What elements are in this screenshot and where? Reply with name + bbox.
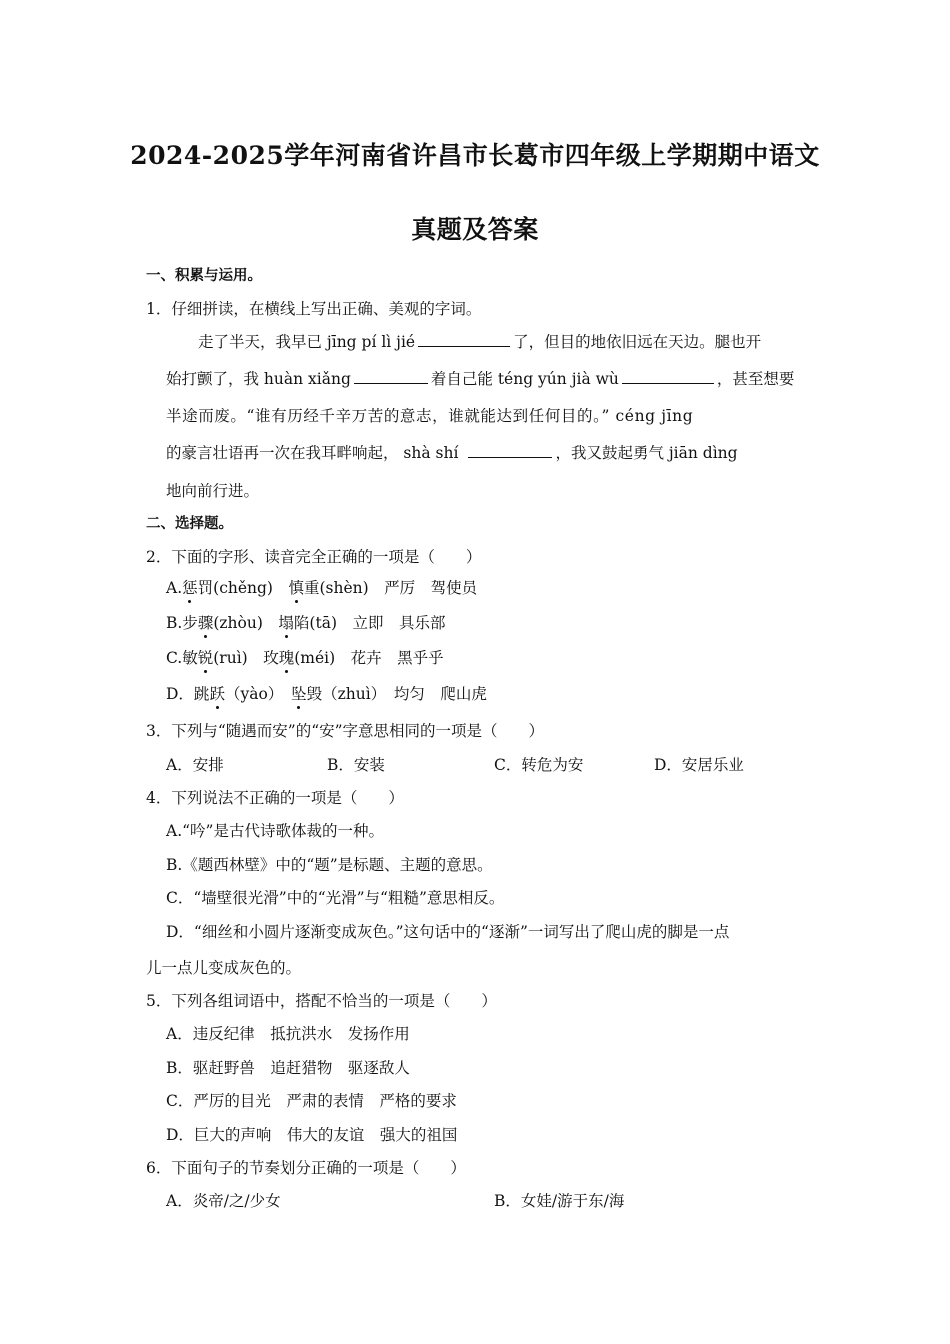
q1-text: 着自己能 téng yún jià wù [430, 370, 619, 388]
dotted-char: 慎 [288, 579, 304, 597]
q4-option-d-line1[interactable]: D．“细丝和小圆片逐渐变成灰色。”这句话中的“逐渐”一词写出了爬山虎的脚是一点 [166, 923, 730, 941]
option-text: B.步 [166, 614, 198, 632]
q1-para-line5: 地向前行进。 [166, 482, 260, 500]
dotted-char: 骤 [197, 614, 214, 632]
answer-blank-2[interactable] [354, 369, 428, 384]
q5-option-d[interactable]: D．巨大的声响 伟大的友谊 强大的祖国 [166, 1126, 458, 1144]
q3-option-a[interactable]: A．安排 [166, 756, 224, 774]
q5-option-c[interactable]: C．严厉的目光 严肃的表情 严格的要求 [166, 1092, 457, 1110]
option-text: (ruì) 玫 [213, 649, 279, 667]
option-text: 陷(tā) 立即 具乐部 [293, 614, 446, 632]
q6-option-a[interactable]: A．炎帝/之/少女 [166, 1192, 281, 1210]
q1-para-line3: 半途而废。“谁有历经千辛万苦的意志，谁就能达到任何目的。” céng jīng [166, 407, 694, 425]
q1-text: ，甚至想要 [716, 370, 795, 388]
q3-stem: 3．下列与“随遇而安”的“安”字意思相同的一项是（ ） [146, 722, 545, 740]
q6-option-b[interactable]: B．女娃/游于东/海 [494, 1192, 625, 1210]
dotted-char: 惩 [182, 579, 198, 597]
q3-option-b[interactable]: B．安装 [327, 756, 385, 774]
answer-blank-1[interactable] [418, 332, 510, 347]
option-text: A. [166, 579, 183, 597]
q4-option-c[interactable]: C．“墙壁很光滑”中的“光滑”与“粗糙”意思相反。 [166, 889, 505, 907]
q2-option-a[interactable] [166, 578, 477, 598]
dotted-char: 塌 [278, 614, 294, 632]
q6-stem: 6．下面句子的节奏划分正确的一项是（ ） [146, 1159, 466, 1177]
doc-title-line1: 2024-2025学年河南省许昌市长葛市四年级上学期期中语文 [130, 141, 820, 170]
option-text: (méi) 花卉 黑乎乎 [294, 649, 444, 667]
option-text: C.敏 [166, 649, 198, 667]
option-text: D．跳 [166, 685, 210, 703]
q2-option-d[interactable] [166, 684, 487, 704]
answer-blank-5[interactable] [468, 443, 552, 458]
q4-stem: 4．下列说法不正确的一项是（ ） [146, 789, 404, 807]
section-heading-2: 二、选择题。 [146, 515, 233, 532]
q2-option-c[interactable] [166, 648, 444, 668]
option-text: （yào） [224, 685, 292, 703]
q3-option-d[interactable]: D．安居乐业 [654, 756, 744, 774]
dotted-char: 坠 [291, 685, 307, 703]
q1-text: 了，但目的地依旧远在天边。腿也开 [513, 333, 762, 351]
q1-text: 始打颤了，我 huàn xiǎng [166, 370, 351, 388]
option-text: 毁（zhuì） 均匀 爬山虎 [306, 685, 487, 703]
q4-option-b[interactable]: B.《题西林壁》中的“题”是标题、主题的意思。 [166, 856, 493, 874]
section-heading-1: 一、积累与运用。 [146, 267, 262, 284]
q2-stem: 2．下面的字形、读音完全正确的一项是（ ） [146, 548, 482, 566]
q1-para-line2 [166, 369, 794, 389]
q1-text: 走了半天，我早已 jīng pí lì jié [198, 333, 416, 351]
option-text: 重(shèn) 严厉 驾使员 [304, 579, 478, 597]
option-text: 罚(chěng) [197, 579, 289, 597]
dotted-char: 锐 [197, 649, 214, 667]
q5-option-a[interactable]: A．违反纪律 抵抗洪水 发扬作用 [166, 1025, 410, 1043]
q1-text: ，我又鼓起勇气 jiān dìng [555, 444, 738, 462]
q1-stem: 1．仔细拼读，在横线上写出正确、美观的字词。 [146, 300, 482, 318]
doc-title-line2: 真题及答案 [411, 215, 539, 244]
dotted-char: 跃 [209, 685, 225, 703]
option-text: (zhòu) [213, 614, 279, 632]
q1-para-line1 [198, 332, 761, 352]
q5-stem: 5．下列各组词语中，搭配不恰当的一项是（ ） [146, 992, 497, 1010]
q1-para-line4 [166, 443, 738, 463]
q5-option-b[interactable]: B．驱赶野兽 追赶猎物 驱逐敌人 [166, 1059, 410, 1077]
q4-option-a[interactable]: A.“吟”是古代诗歌体裁的一种。 [166, 822, 384, 840]
answer-blank-3[interactable] [622, 369, 714, 384]
q4-option-d-line2: 儿一点儿变成灰色的。 [146, 959, 302, 977]
q1-text: 的豪言壮语再一次在我耳畔响起， shà shí [166, 444, 459, 462]
dotted-char: 瑰 [278, 649, 295, 667]
q2-option-b[interactable] [166, 613, 446, 633]
q3-option-c[interactable]: C．转危为安 [494, 756, 584, 774]
